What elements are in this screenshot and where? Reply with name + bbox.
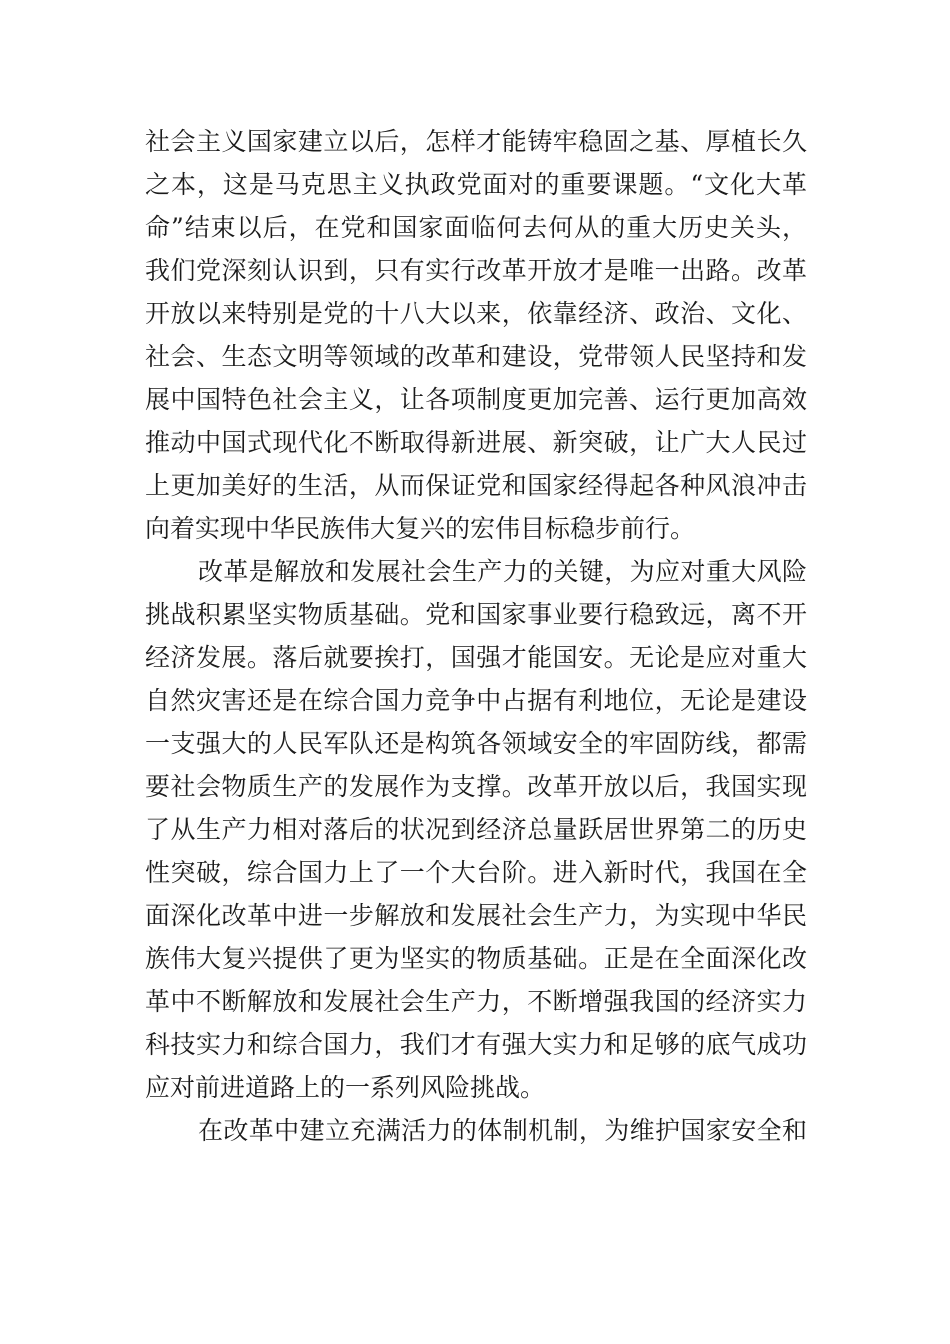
text-line: 开放以来特别是党的十八大以来，依靠经济、政治、文化、 — [145, 299, 807, 328]
text-line: 应对前进道路上的一系列风险挑战。 — [145, 1073, 546, 1102]
text-line: 挑战积累坚实物质基础。党和国家事业要行稳致远，离不开 — [145, 600, 807, 629]
text-line: 命”结束以后，在党和国家面临何去何从的重大历史关头， — [145, 213, 807, 242]
text-line: 族伟大复兴提供了更为坚实的物质基础。正是在全面深化改 — [145, 944, 807, 973]
text-line: 推动中国式现代化不断取得新进展、新突破，让广大人民过 — [145, 428, 807, 457]
text-line: 自然灾害还是在综合国力竞争中占据有利地位，无论是建设 — [145, 686, 807, 715]
text-line: 展中国特色社会主义，让各项制度更加完善、运行更加高效 — [145, 385, 807, 414]
text-line: 上更加美好的生活，从而保证党和国家经得起各种风浪冲击 — [145, 471, 807, 500]
text-line: 性突破，综合国力上了一个大台阶。进入新时代，我国在全 — [145, 858, 807, 887]
paragraph — [145, 120, 807, 550]
text-line: 向着实现中华民族伟大复兴的宏伟目标稳步前行。 — [145, 514, 696, 543]
text-line: 了从生产力相对落后的状况到经济总量跃居世界第二的历史 — [145, 815, 807, 844]
text-line: 革中不断解放和发展社会生产力，不断增强我国的经济实力 — [145, 987, 807, 1016]
document-body — [145, 120, 807, 1152]
text-line: 经济发展。落后就要挨打，国强才能国安。无论是应对重大 — [145, 643, 807, 672]
text-line: 社会主义国家建立以后，怎样才能铸牢稳固之基、厚植长久 — [145, 127, 807, 156]
paragraph — [145, 1109, 807, 1152]
text-line: 面深化改革中进一步解放和发展社会生产力，为实现中华民 — [145, 901, 807, 930]
text-line: 一支强大的人民军队还是构筑各领域安全的牢固防线，都需 — [145, 729, 807, 758]
text-line: 要社会物质生产的发展作为支撑。改革开放以后，我国实现 — [145, 772, 807, 801]
text-line: 在改革中建立充满活力的体制机制，为维护国家安全和 — [198, 1116, 807, 1145]
text-line: 我们党深刻认识到，只有实行改革开放才是唯一出路。改革 — [145, 256, 807, 285]
text-line: 改革是解放和发展社会生产力的关键，为应对重大风险 — [198, 557, 807, 586]
text-line: 社会、生态文明等领域的改革和建设，党带领人民坚持和发 — [145, 342, 807, 371]
text-line: 之本，这是马克思主义执政党面对的重要课题。“文化大革 — [145, 170, 807, 199]
text-line: 科技实力和综合国力，我们才有强大实力和足够的底气成功 — [145, 1030, 807, 1059]
paragraph — [145, 550, 807, 1109]
